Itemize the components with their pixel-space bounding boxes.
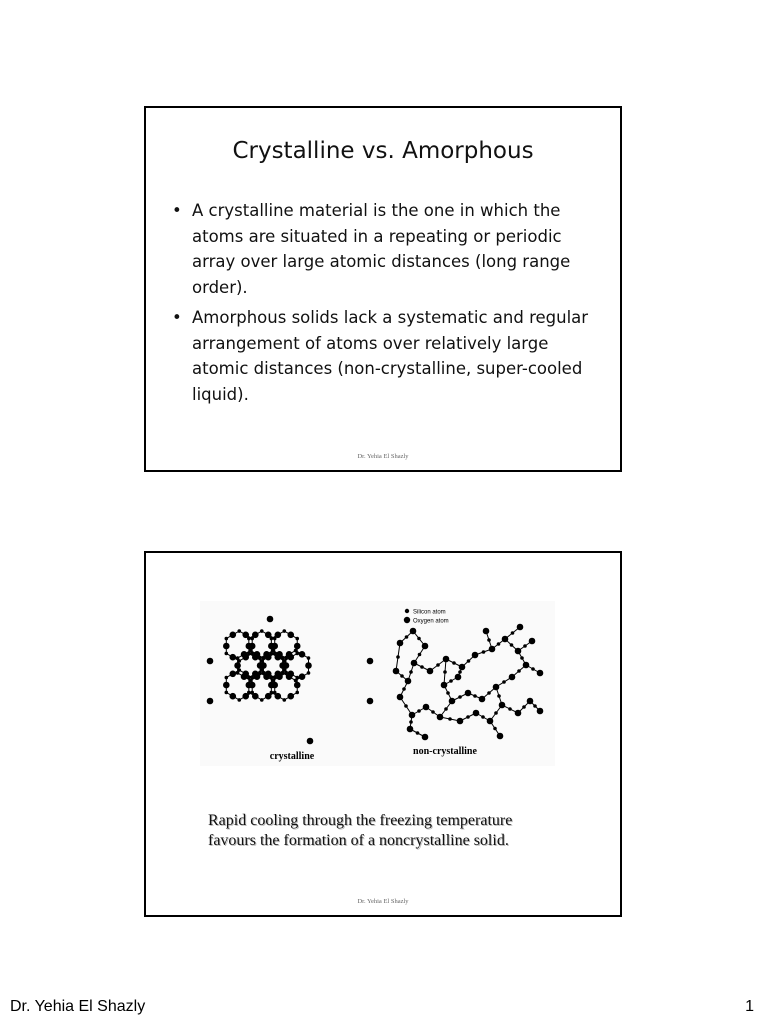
silicon-atom [271,649,275,653]
silicon-atom [523,644,527,648]
oxygen-atom [409,712,416,719]
oxygen-atom [527,698,534,705]
oxygen-atom [523,662,530,669]
oxygen-atom [489,646,496,653]
silicon-atom [307,671,311,675]
silicon-atom [270,691,274,695]
silicon-atom [273,676,277,680]
silicon-atom [458,695,462,699]
oxygen-atom [443,656,450,663]
silicon-atom [281,656,285,660]
oxygen-atom [487,718,494,725]
silicon-atom [493,727,497,731]
silicon-atom [417,637,421,641]
silicon-atom [522,705,526,709]
oxygen-atom [246,682,253,689]
silicon-atom [284,656,288,660]
slide-caption [208,811,588,851]
oxygen-atom [497,733,504,740]
silicon-atom [416,731,420,735]
silicon-atom [417,709,421,713]
bullet-item [170,305,600,407]
silicon-atom [249,649,253,653]
silicon-atom [236,656,240,660]
oxygen-atom [411,660,418,667]
silicon-atom [443,670,447,674]
oxygen-atom [229,670,236,677]
silicon-atom [260,668,264,672]
crystalline-network [207,616,374,745]
silicon-atom [237,629,241,633]
silicon-atom [273,691,277,695]
silicon-atom [260,629,264,633]
oxygen-atom [393,668,400,675]
silicon-atom [404,704,408,708]
silicon-atom [247,676,251,680]
silicon-atom [446,691,450,695]
bullet-text: A crystalline material is the one in which the atoms are situated in a repeating or periodic array over large atomic distances (long range order). [192,201,571,297]
silicon-atom [431,710,435,714]
silicon-atom [270,637,274,641]
silicon-atom [225,676,229,680]
silicon-atom [247,691,251,695]
oxygen-atom [455,674,462,681]
silicon-atom [511,631,515,635]
oxygen-atom [515,648,522,655]
oxygen-atom [299,673,306,680]
caption-line-1: Rapid cooling through the freezing temperature [208,812,513,829]
silicon-atom [295,637,299,641]
bullet-item [170,198,600,300]
silicon-atom [258,656,262,660]
silicon-atom [409,670,413,674]
silicon-atom [482,650,486,654]
silicon-atom [487,638,491,642]
slide-1 [144,106,622,472]
silicon-atom [250,676,254,680]
oxygen-atom [241,651,248,658]
silicon-atom [409,720,413,724]
slide-2 [144,551,622,917]
oxygen-atom [483,628,490,635]
oxygen-atom [422,643,429,650]
slide-footer: Dr. Yehia El Shazly [357,453,409,460]
silicon-atom [473,694,477,698]
oxygen-atom [537,670,544,677]
page-author: Dr. Yehia El Shazly [10,998,146,1015]
silicon-atom [502,680,506,684]
silicon-atom [436,663,440,667]
silicon-atom [250,637,254,641]
oxygen-atom [515,710,522,717]
oxygen-atom [229,631,236,638]
page-number: 1 [745,998,754,1015]
silicon-atom [396,655,400,659]
silicon-atom [282,698,286,702]
oxygen-atom [407,726,414,733]
caption-line-2: favours the formation of a noncrystalline solid. [208,832,509,849]
silicon-legend-icon [405,609,409,613]
silicon-atom [481,715,485,719]
noncrystalline-label: non-crystalline [413,746,477,757]
oxygen-atom [472,652,479,659]
silicon-atom [497,694,501,698]
oxygen-atom [287,670,294,677]
silicon-atom [402,687,406,691]
oxygen-atom [257,662,264,669]
oxygen-atom [267,616,274,623]
bullet-icon: • [172,308,182,327]
oxygen-atom [479,696,486,703]
oxygen-atom [397,640,404,647]
oxygen-atom [457,718,464,725]
oxygen-legend-icon [404,617,410,623]
oxygen-atom [517,624,524,631]
oxygen-atom [207,658,214,665]
oxygen-atom [441,682,448,689]
silicon-atom [531,667,535,671]
oxygen-atom [405,678,412,685]
silicon-atom [487,691,491,695]
silicon-atom [405,635,409,639]
silicon-atom [262,656,266,660]
oxygen-atom [537,708,544,715]
bullet-list [170,198,600,412]
oxygen-atom [367,658,374,665]
oxygen-atom [423,704,430,711]
oxygen-atom [268,682,275,689]
oxygen-atom [207,698,214,705]
bullet-icon: • [172,201,182,220]
oxygen-atom [367,698,374,705]
silicon-atom [250,691,254,695]
oxygen-atom [229,693,236,700]
silicon-atom [225,652,229,656]
structure-diagram [200,601,555,766]
oxygen-atom [294,643,301,650]
silicon-atom [400,674,404,678]
silicon-atom [420,665,424,669]
oxygen-atom [529,638,536,645]
silicon-atom [273,637,277,641]
oxygen-atom [410,628,417,635]
oxygen-atom [307,738,314,745]
atomic-structure-figure [200,601,555,766]
silicon-atom [295,691,299,695]
legend-oxygen: Oxygen atom [413,618,449,625]
oxygen-atom [223,682,230,689]
oxygen-atom [234,662,241,669]
silicon-atom [458,670,462,674]
oxygen-atom [437,714,444,721]
oxygen-atom [459,664,466,671]
silicon-atom [467,659,471,663]
silicon-atom [444,707,448,711]
silicon-atom [517,669,521,673]
silicon-atom [282,668,286,672]
silicon-atom [494,711,498,715]
bullet-text: Amorphous solids lack a systematic and regular arrangement of atoms over relatively large atomic distances (non-crystalline, super-cooled liquid). [192,308,589,404]
silicon-atom [237,668,241,672]
silicon-atom [294,649,298,653]
silicon-atom [466,715,470,719]
oxygen-atom [473,710,480,717]
slide-title: Crystalline vs. Amorphous [232,138,534,164]
oxygen-atom [422,734,429,741]
oxygen-atom [294,682,301,689]
slide-footer: Dr. Yehia El Shazly [357,898,409,905]
oxygen-atom [493,684,500,691]
silicon-atom [225,691,229,695]
silicon-atom [260,698,264,702]
oxygen-atom [499,702,506,709]
oxygen-atom [246,643,253,650]
silicon-atom [448,717,452,721]
oxygen-atom [279,662,286,669]
silicon-atom [237,698,241,702]
crystalline-label: crystalline [269,751,315,762]
legend-silicon: Silicon atom [413,609,446,616]
oxygen-atom [427,668,434,675]
oxygen-atom [268,643,275,650]
silicon-atom [449,679,453,683]
oxygen-atom [449,698,456,705]
oxygen-atom [509,674,516,681]
oxygen-atom [397,694,404,701]
silicon-atom [307,656,311,660]
noncrystalline-network [393,624,544,741]
silicon-atom [452,661,456,665]
silicon-atom [533,704,537,708]
oxygen-atom [465,690,472,697]
silicon-atom [508,707,512,711]
oxygen-atom [287,631,294,638]
oxygen-atom [223,643,230,650]
silicon-atom [497,642,501,646]
silicon-atom [295,676,299,680]
silicon-atom [282,629,286,633]
oxygen-atom [229,654,236,661]
silicon-atom [247,637,251,641]
silicon-atom [520,656,524,660]
silicon-atom [418,653,422,657]
silicon-atom [510,643,514,647]
oxygen-atom [305,662,312,669]
oxygen-atom [287,693,294,700]
silicon-atom [270,676,274,680]
oxygen-atom [502,636,509,643]
oxygen-atom [299,651,306,658]
silicon-atom [225,637,229,641]
